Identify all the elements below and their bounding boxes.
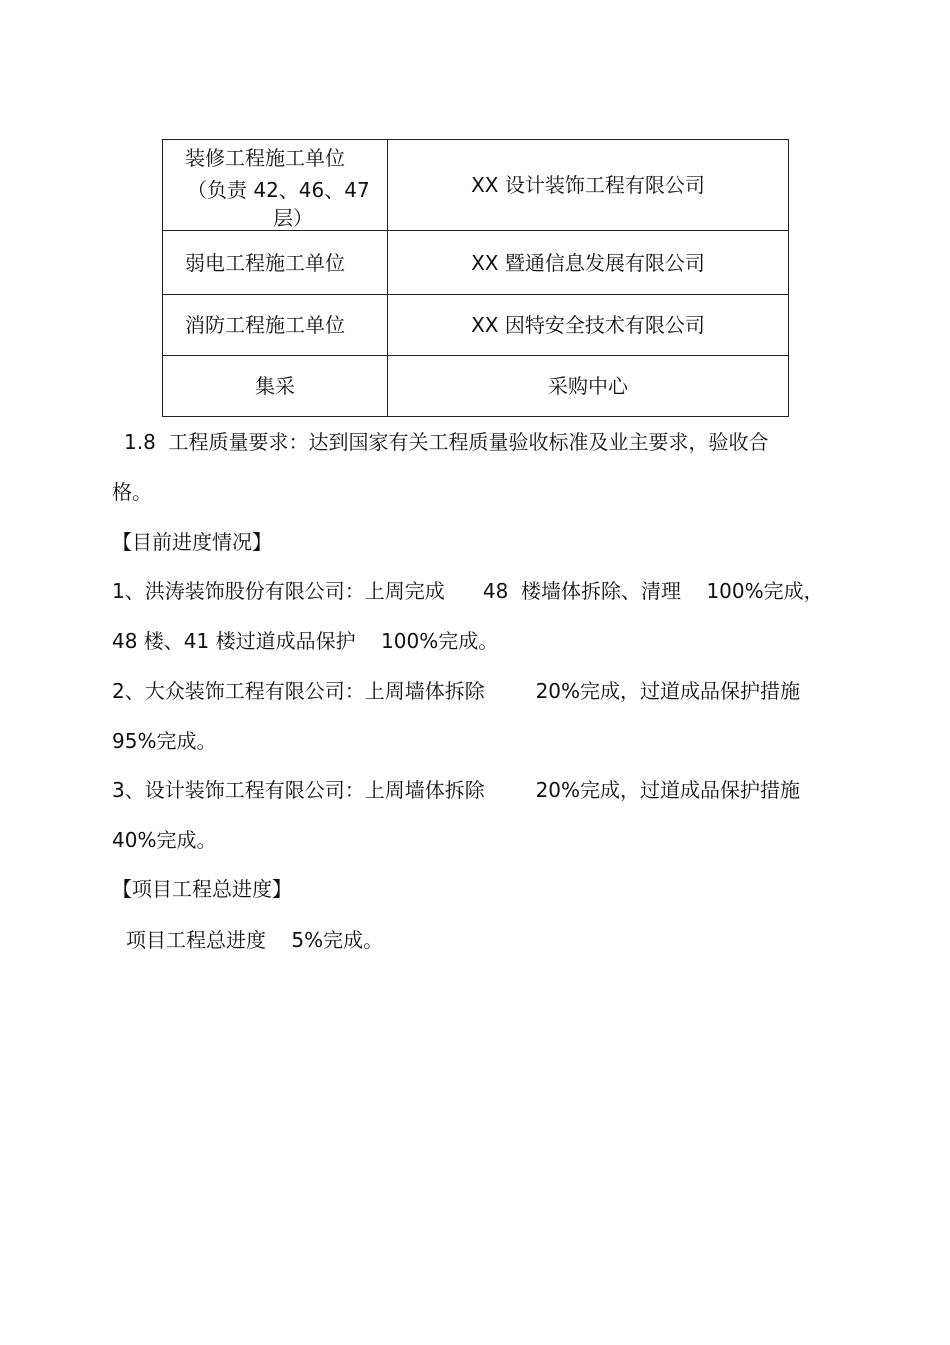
unit-label-line: 装修工程施工单位 xyxy=(185,146,345,170)
quality-requirement-line: 格。 xyxy=(112,480,152,504)
table-row xyxy=(163,356,789,417)
table-cell-company: 采购中心 xyxy=(388,356,789,417)
progress-item-line: 48 楼、41 楼过道成品保护 100%完成。 xyxy=(112,629,499,653)
progress-item-line: 1、洪涛装饰股份有限公司：上周完成 48 楼墙体拆除、清理 100%完成， xyxy=(112,579,824,603)
overall-progress-text: 项目工程总进度 5%完成。 xyxy=(126,928,384,952)
table-row xyxy=(163,140,789,231)
table-cell-company: XX 设计装饰工程有限公司 xyxy=(388,140,789,231)
unit-label: 集采 xyxy=(255,374,295,398)
section-heading-overall: 【项目工程总进度】 xyxy=(112,877,292,901)
quality-requirement-line: 1.8 工程质量要求：达到国家有关工程质量验收标准及业主要求，验收合 xyxy=(124,430,769,454)
construction-units-table xyxy=(162,139,789,417)
table-row xyxy=(163,295,789,356)
table-cell-unit-type xyxy=(163,140,388,231)
table-row xyxy=(163,231,789,295)
table-cell-company: XX 暨通信息发展有限公司 xyxy=(388,231,789,295)
progress-item-line: 3、设计装饰工程有限公司：上周墙体拆除 20%完成，过道成品保护措施 xyxy=(112,778,801,802)
progress-item-line: 40%完成。 xyxy=(112,828,217,852)
progress-item-line: 2、大众装饰工程有限公司：上周墙体拆除 20%完成，过道成品保护措施 xyxy=(112,679,801,703)
table-cell-unit-type xyxy=(163,295,388,356)
section-heading-progress: 【目前进度情况】 xyxy=(112,530,272,554)
unit-label: 消防工程施工单位 xyxy=(185,313,345,337)
table-cell-unit-type xyxy=(163,356,388,417)
progress-item-line: 95%完成。 xyxy=(112,729,217,753)
table-cell-unit-type xyxy=(163,231,388,295)
unit-label: 弱电工程施工单位 xyxy=(185,250,345,275)
table-cell-company: XX 因特安全技术有限公司 xyxy=(388,295,789,356)
unit-label-line: （负责 42、46、47 xyxy=(187,178,370,202)
unit-label-line: 层） xyxy=(273,206,313,230)
